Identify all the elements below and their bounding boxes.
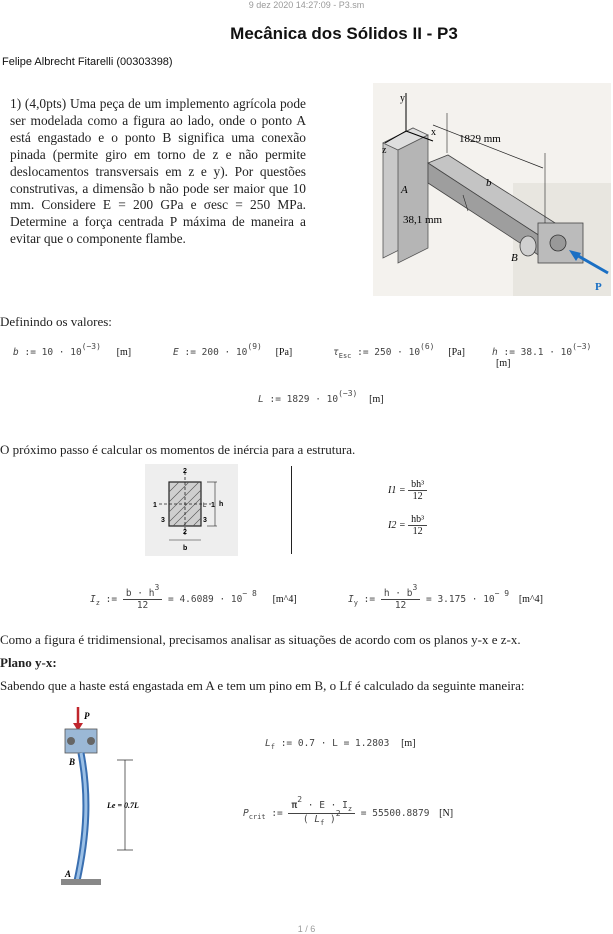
axis-z-label: z (382, 145, 387, 156)
plane-yx-heading: Plano y-x: (0, 655, 57, 670)
point-A-label: A (401, 184, 408, 196)
value-b: b := $10 \cdot 10^{(-3)}$ [m] (13, 342, 132, 358)
problem-statement: 1) (4,0pts) Uma peça de um implemento agrícola pode ser modelada como a figura ao lado, onde o ponto A está engastado e o ponto B significa uma conexão pinada (permite giro em torno de z e não permite deslocamentos transversais em z e y). Por questões construtivas, a dimensão b não pode ser maior que 10 mm. Considere E = 200 GPa e σesc = 250 MPa. Determine a força centrada P máxima de maneira a evitar que o componente flambe. (10, 96, 306, 247)
lf-text: Sabendo que a haste está engastada em A e tem um pino em B, o Lf é calculado da seguinte maneira: (0, 678, 525, 693)
value-E: E := $200 \cdot 10^{(9)}$ [Pa] (173, 342, 293, 358)
cs-label-L: L (203, 503, 207, 509)
cross-section-figure (145, 464, 238, 556)
figure-divider (291, 466, 292, 554)
dim-b-label: b (486, 177, 492, 189)
col-P-label: P (84, 711, 90, 721)
cs-label-1-left: 1 (153, 502, 157, 509)
dim-height-label: 38,1 mm (403, 214, 443, 226)
bar-figure (373, 83, 611, 296)
planes-text: Como a figura é tridimensional, precisamos analisar as situações de acordo com os planos y-x e z-x. (0, 632, 521, 647)
formula-Iy: $I_y$ := $\frac{h \cdot b^3}{12}$ = $3.175 \cdot 10^{- 9}$ [m^4] (348, 583, 543, 611)
formula-I1: I1 = $\frac{\text{bh³}}{12}$ (388, 479, 427, 502)
formula-Lf: $L_f$ := 0.7 · L = 1.2803 [m] (265, 738, 416, 751)
value-h: h := $38.1 \cdot 10^{(-3)}$ [m] (492, 342, 592, 369)
point-B-label: B (511, 252, 518, 264)
dim-length-label: 1829 mm (459, 133, 501, 145)
col-Le-label: Le = 0.7L (107, 801, 139, 810)
col-A-label: A (65, 869, 72, 879)
value-L: L := $1829 \cdot 10^{(-3)}$ [m] (258, 389, 384, 405)
axis-y-label: y (400, 93, 405, 104)
formula-Iz: $I_z$ := $\frac{b \cdot h^3}{12}$ = $4.6089 \cdot 10^{- 8}$ [m^4] (90, 583, 297, 611)
cs-label-1-right: 1 (211, 502, 215, 509)
formula-I2: I2 = $\frac{\text{hb³}}{12}$ (388, 514, 427, 537)
formula-Pcrit: $P_{crit}$ := $\frac{\pi^2 \cdot E \cdot I_z}{( L_f )^2}$ = 55500.8879 [N] (243, 795, 454, 827)
cs-label-h: h (219, 501, 224, 508)
values-heading: Definindo os valores: (0, 314, 112, 329)
cs-label-3-left: 3 (161, 517, 165, 524)
value-tau: $\tau_{Esc}$ := $250 \cdot 10^{(6)}$ [Pa] (333, 342, 465, 360)
col-B-label: B (69, 757, 76, 767)
author-name: Felipe Albrecht Fitarelli (00303398) (2, 56, 173, 68)
axis-x-label: x (431, 127, 436, 138)
cs-label-3-right: 3 (203, 517, 207, 524)
page-title: Mecânica dos Sólidos II - P3 (230, 24, 458, 43)
cs-label-2-top: 2 (183, 468, 187, 475)
page-number: 1 / 6 (297, 924, 316, 934)
cs-label-b: b (183, 545, 188, 552)
cs-label-2-bottom: 2 (183, 529, 187, 536)
page-timestamp: 9 dez 2020 14:27:09 - P3.sm (248, 0, 365, 10)
force-P-label: P (595, 281, 602, 293)
column-figure (57, 705, 163, 891)
inertia-heading: O próximo passo é calcular os momentos de inércia para a estrutura. (0, 442, 356, 457)
